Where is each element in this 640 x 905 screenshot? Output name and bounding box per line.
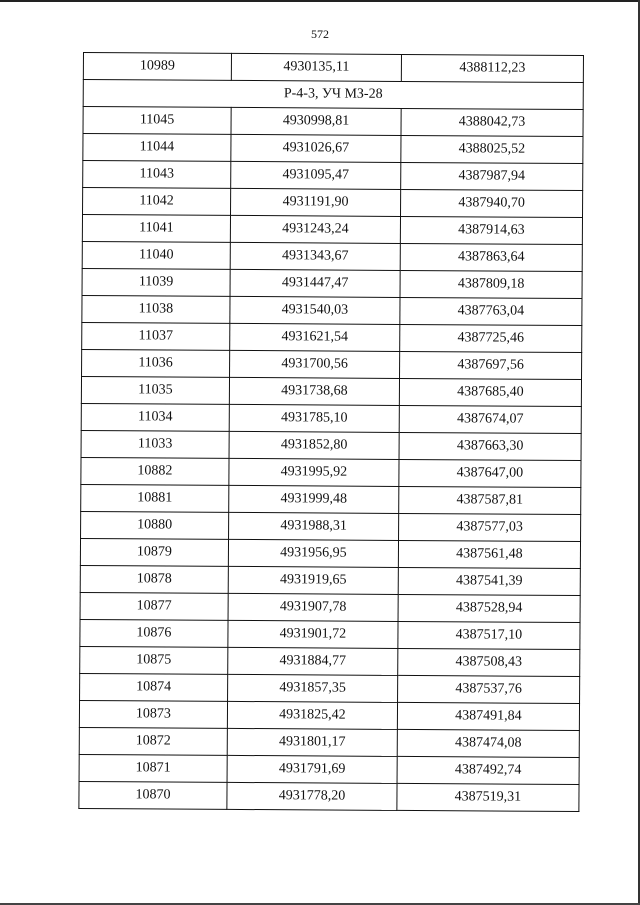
x-coordinate-cell: 4931995,92 [229, 458, 399, 486]
point-number-cell: 11036 [82, 349, 230, 377]
point-number-cell: 11042 [83, 188, 231, 216]
table-row [82, 295, 582, 325]
table-row [83, 134, 583, 164]
table-row [79, 754, 579, 784]
coordinates-table-body [79, 53, 584, 812]
table-row [83, 188, 583, 218]
section-header-row [83, 80, 583, 110]
table-row [81, 457, 581, 487]
table-row [83, 53, 583, 83]
y-coordinate-cell: 4387474,08 [397, 729, 579, 757]
x-coordinate-cell: 4931857,35 [228, 674, 398, 702]
y-coordinate-cell: 4387537,76 [398, 675, 580, 703]
point-number-cell: 11035 [81, 376, 229, 404]
table-row [80, 592, 580, 622]
y-coordinate-cell: 4387809,18 [400, 270, 582, 298]
point-number-cell: 11037 [82, 322, 230, 350]
table-row [79, 700, 579, 730]
point-number-cell: 10877 [80, 592, 228, 620]
section-title: Р-4-3, УЧ МЗ-28 [83, 80, 583, 110]
table-row [81, 511, 581, 541]
y-coordinate-cell: 4388112,23 [401, 54, 583, 82]
table-row [79, 781, 579, 811]
table-row [79, 727, 579, 757]
table-row [80, 673, 580, 703]
x-coordinate-cell: 4931095,47 [231, 161, 401, 189]
x-coordinate-cell: 4931801,17 [227, 728, 397, 756]
point-number-cell: 10872 [79, 727, 227, 755]
table-row [81, 430, 581, 460]
point-number-cell: 10989 [83, 53, 231, 81]
table-row [82, 268, 582, 298]
table-row [80, 646, 580, 676]
x-coordinate-cell: 4931999,48 [229, 485, 399, 513]
x-coordinate-cell: 4931825,42 [227, 701, 397, 729]
x-coordinate-cell: 4931243,24 [230, 215, 400, 243]
y-coordinate-cell: 4387492,74 [397, 756, 579, 784]
point-number-cell: 10875 [80, 646, 228, 674]
point-number-cell: 10880 [81, 511, 229, 539]
x-coordinate-cell: 4931738,68 [229, 377, 399, 405]
x-coordinate-cell: 4930135,11 [231, 53, 401, 81]
table-row [80, 565, 580, 595]
table-row [83, 161, 583, 191]
x-coordinate-cell: 4931956,95 [228, 539, 398, 567]
x-coordinate-cell: 4931540,03 [230, 296, 400, 324]
y-coordinate-cell: 4387577,03 [399, 513, 581, 541]
y-coordinate-cell: 4387940,70 [401, 189, 583, 217]
x-coordinate-cell: 4931852,80 [229, 431, 399, 459]
x-coordinate-cell: 4931791,69 [227, 755, 397, 783]
x-coordinate-cell: 4931447,47 [230, 269, 400, 297]
table-row [83, 107, 583, 137]
point-number-cell: 11045 [83, 107, 231, 135]
x-coordinate-cell: 4931191,90 [231, 188, 401, 216]
x-coordinate-cell: 4930998,81 [231, 107, 401, 135]
y-coordinate-cell: 4387541,39 [398, 567, 580, 595]
y-coordinate-cell: 4388042,73 [401, 108, 583, 136]
y-coordinate-cell: 4387914,63 [400, 216, 582, 244]
y-coordinate-cell: 4387685,40 [399, 378, 581, 406]
table-row [82, 349, 582, 379]
table-row [80, 619, 580, 649]
table-row [81, 484, 581, 514]
coordinates-table [78, 52, 584, 812]
x-coordinate-cell: 4931919,65 [228, 566, 398, 594]
scan-edge-top [0, 0, 640, 2]
table-row [80, 538, 580, 568]
point-number-cell: 11040 [82, 241, 230, 269]
table-row [81, 403, 581, 433]
point-number-cell: 11044 [83, 134, 231, 162]
y-coordinate-cell: 4387587,81 [399, 486, 581, 514]
point-number-cell: 11041 [82, 215, 230, 243]
point-number-cell: 11033 [81, 430, 229, 458]
point-number-cell: 11038 [82, 295, 230, 323]
x-coordinate-cell: 4931907,78 [228, 593, 398, 621]
point-number-cell: 11034 [81, 403, 229, 431]
y-coordinate-cell: 4387561,48 [398, 540, 580, 568]
x-coordinate-cell: 4931988,31 [229, 512, 399, 540]
y-coordinate-cell: 4387663,30 [399, 432, 581, 460]
point-number-cell: 10879 [80, 538, 228, 566]
y-coordinate-cell: 4387763,04 [400, 297, 582, 325]
y-coordinate-cell: 4387697,56 [400, 351, 582, 379]
y-coordinate-cell: 4387674,07 [399, 405, 581, 433]
y-coordinate-cell: 4388025,52 [401, 135, 583, 163]
x-coordinate-cell: 4931778,20 [227, 782, 397, 810]
page-number: 572 [311, 27, 329, 41]
point-number-cell: 10873 [79, 700, 227, 728]
point-number-cell: 10871 [79, 754, 227, 782]
point-number-cell: 10870 [79, 781, 227, 809]
y-coordinate-cell: 4387647,00 [399, 459, 581, 487]
x-coordinate-cell: 4931884,77 [228, 647, 398, 675]
y-coordinate-cell: 4387725,46 [400, 324, 582, 352]
y-coordinate-cell: 4387987,94 [401, 162, 583, 190]
y-coordinate-cell: 4387519,31 [397, 783, 579, 811]
y-coordinate-cell: 4387508,43 [398, 648, 580, 676]
point-number-cell: 10878 [80, 565, 228, 593]
table-row [82, 322, 582, 352]
x-coordinate-cell: 4931901,72 [228, 620, 398, 648]
point-number-cell: 10876 [80, 619, 228, 647]
table-row [81, 376, 581, 406]
y-coordinate-cell: 4387517,10 [398, 621, 580, 649]
x-coordinate-cell: 4931700,56 [230, 350, 400, 378]
y-coordinate-cell: 4387863,64 [400, 243, 582, 271]
point-number-cell: 10881 [81, 484, 229, 512]
x-coordinate-cell: 4931343,67 [230, 242, 400, 270]
point-number-cell: 10882 [81, 457, 229, 485]
point-number-cell: 11043 [83, 161, 231, 189]
point-number-cell: 11039 [82, 268, 230, 296]
y-coordinate-cell: 4387528,94 [398, 594, 580, 622]
x-coordinate-cell: 4931621,54 [230, 323, 400, 351]
table-row [82, 241, 582, 271]
x-coordinate-cell: 4931785,10 [229, 404, 399, 432]
point-number-cell: 10874 [80, 673, 228, 701]
table-row [82, 215, 582, 245]
x-coordinate-cell: 4931026,67 [231, 134, 401, 162]
y-coordinate-cell: 4387491,84 [397, 702, 579, 730]
